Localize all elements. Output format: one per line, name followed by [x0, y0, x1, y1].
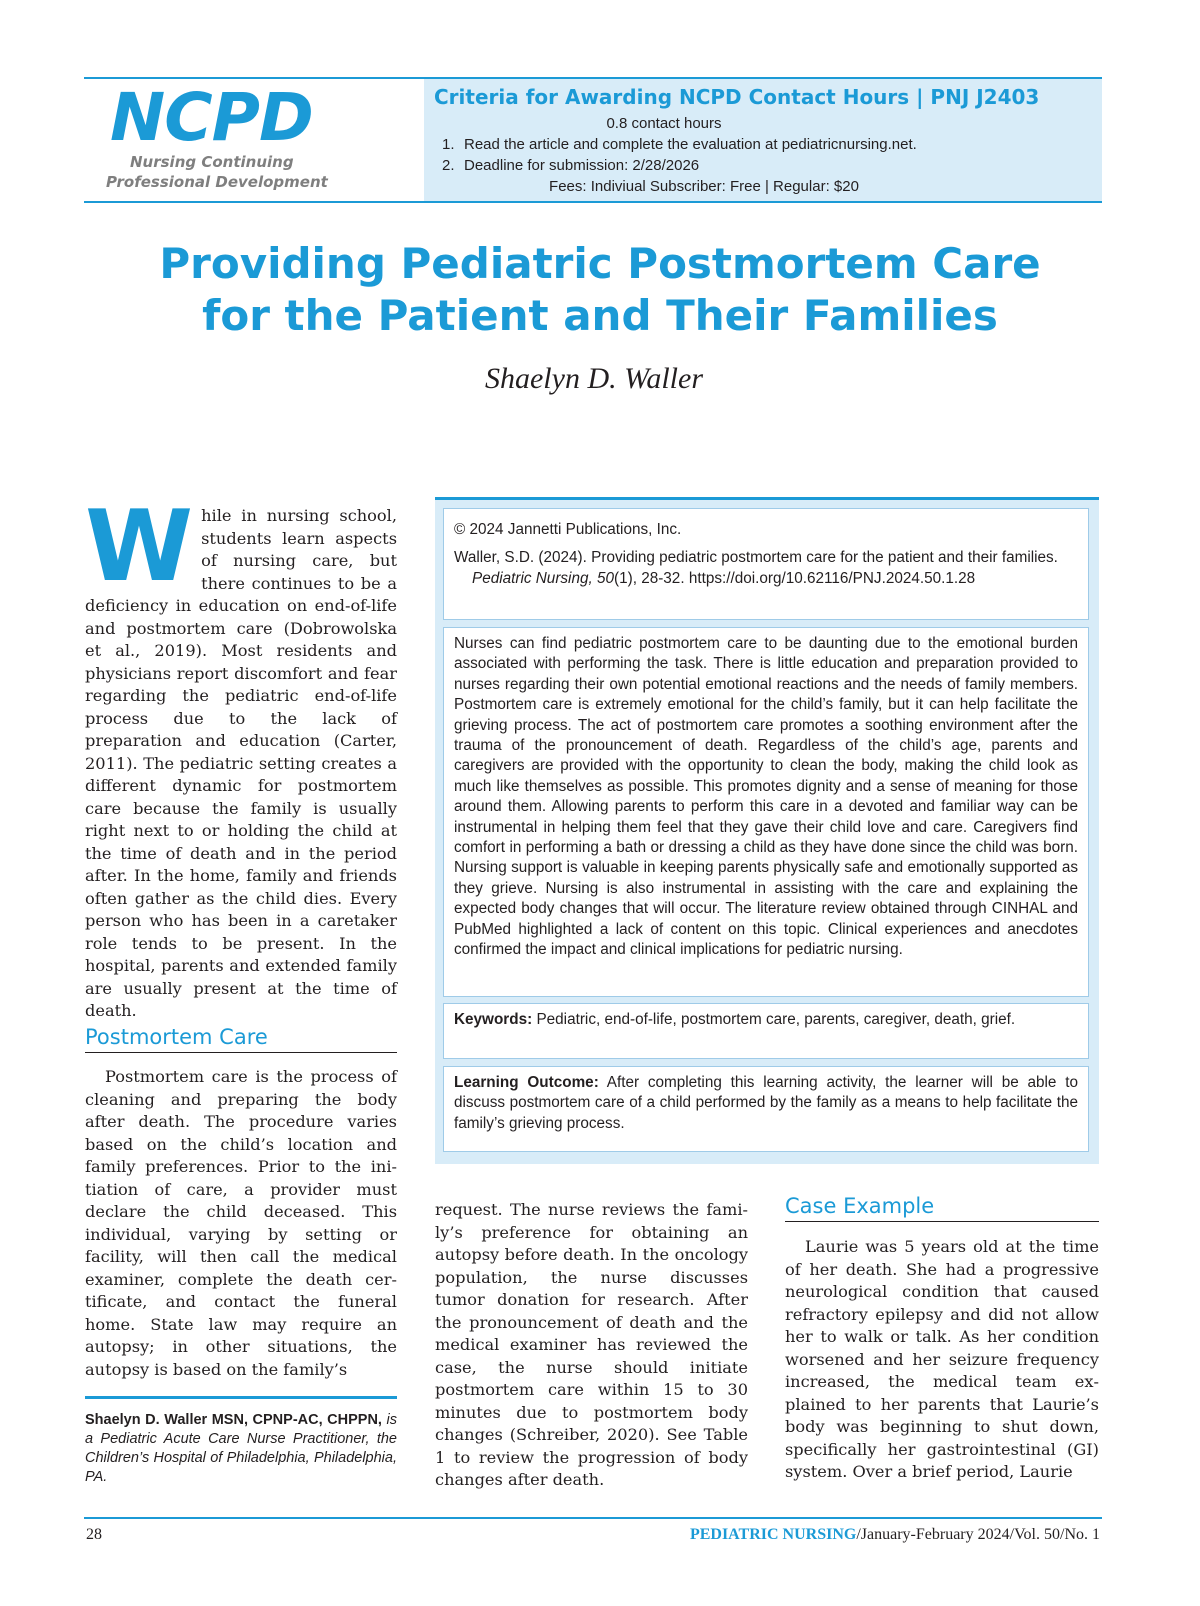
citation-panel [443, 508, 1089, 620]
criteria-fees: Fees: Indiviual Subscriber: Free | Regular: $20 [549, 178, 859, 195]
citation [454, 548, 1078, 589]
keywords-text: Pediatric, end-of-life, postmortem care, parents, caregiver, death, grief. [536, 1011, 1016, 1028]
author-note [85, 1396, 397, 1487]
title-line: Providing Pediatric Postmortem Care [159, 239, 1041, 288]
ncpd-logo-subtitle: Nursing Continuing [130, 153, 294, 171]
criteria-step [442, 136, 917, 153]
citation-text: Waller, S.D. (2024). Providing pediatric postmortem care for the patient and their families. [454, 549, 1058, 567]
section-heading-postmortem-care: Postmortem Care [85, 1025, 397, 1053]
case-paragraph [785, 1236, 1099, 1484]
intro-text: hile in nursing school, students learn aspects of nursing care, but there continues to be a deficiency in education on end-of-life and postmortem care (Dobrowolska et al., 2019). Most residents and physicians report discomfort and fear regarding the pediatric end-of-life process due to the lack of preparation and education (Carter, 2011). The pediatric setting creates a different dynamic for postmortem care because the family is usually right next to or holding the child at the time of death and in the period after. In the home, family and friends often gather as the child dies. Every person who has been in a caretaker role tends to be present. In the hospital, parents and extended family are usually present at the time of death. [85, 506, 397, 1020]
step-text: Read the article and complete the evaluation at pediatricnursing.net. [464, 136, 917, 153]
ncpd-logo [84, 79, 424, 201]
criteria-title: Criteria for Awarding NCPD Contact Hours | PNJ J2403 [434, 85, 1040, 109]
article-title [60, 238, 1140, 342]
footer-divider [84, 1517, 1102, 1519]
citation-journal: Pediatric Nursing, 50 [472, 569, 614, 587]
postmortem-paragraph [85, 1066, 397, 1381]
body-text: request. The nurse reviews the family’s preference for obtaining an autopsy before death. In the oncology population, the nurse discusses tumor donation for research. After the pronouncement of death and the medical examiner has reviewed the case, the nurse should initiate postmortem care within 15 to 30 minutes due to postmortem body changes (Schreiber, 2020). See Table 1 to review the progression of body changes after death. [435, 1200, 748, 1489]
copyright-line: © 2024 Jannetti Publications, Inc. [454, 521, 682, 538]
intro-paragraph [85, 490, 397, 1023]
middle-column-paragraph [435, 1199, 748, 1492]
learning-outcome-text: After completing this learning activity, the learner will be able to discuss postmortem care of a child performed by the family as a means to help facilitate the family’s grieving process. [454, 1074, 1079, 1132]
step-text: Deadline for submission: 2/28/2026 [464, 157, 700, 174]
journal-name: PEDIATRIC NURSING [689, 1526, 857, 1543]
learning-outcome-panel [443, 1066, 1089, 1152]
abstract-box [435, 497, 1099, 1164]
keywords-panel [443, 1003, 1089, 1059]
body-text: Postmortem care is the process of cleaning and preparing the body after death. The procedure varies based on the child’s location and family preferences. Prior to the initiation of care, a provider must declare the child deceased. This individual, varying by setting or facility, will then call the medical examiner, complete the death certificate, and contact the funeral home. State law may require an autopsy; in other situations, the autopsy is based on the family’s [85, 1067, 397, 1379]
author-byline: Shaelyn D. Waller [484, 362, 704, 395]
author-description: is a Pediatric Acute Care Nurse Practitioner, the Children’s Hospital of Philadelphia, Philadelphia, PA. [85, 1412, 397, 1485]
body-text: Laurie was 5 years old at the time of her death. She had a progressive neurological condition that caused refractory epilepsy and did not allow her to walk or talk. As her condition worsened and her seizure frequency increased, the medical team explained to her parents that Laurie’s body was beginning to shut down, specifically her gastrointestinal (GI) system. Over a brief period, Laurie [785, 1237, 1099, 1481]
abstract-panel [443, 627, 1089, 997]
criteria-step [442, 157, 699, 174]
drop-cap: W [85, 490, 194, 604]
keywords-label: Keywords: [454, 1011, 533, 1028]
contact-hours: 0.8 contact hours [606, 115, 722, 132]
step-number: 1. [442, 136, 455, 153]
ncpd-logo-subtitle: Professional Development [106, 173, 328, 191]
author-credentials: Shaelyn D. Waller MSN, CPNP-AC, CHPPN, [85, 1412, 382, 1428]
page-number: 28 [86, 1526, 102, 1543]
ncpd-header [84, 77, 1102, 203]
section-heading-case-example: Case Example [785, 1194, 1099, 1222]
step-number: 2. [442, 157, 455, 174]
title-line: for the Patient and Their Families [202, 291, 998, 340]
learning-outcome-label: Learning Outcome: [454, 1074, 599, 1091]
journal-footer [690, 1526, 1100, 1544]
abstract-text: Nurses can find pediatric postmortem care to be daunting due to the emotional burden associated with performing the task. There is little education and preparation provided to nurses regarding their own potential emotional reactions and the needs of family members. Postmortem care is extremely emotional for the child’s family, but it can help facilitate the grieving process. The act of postmortem care promotes a soothing environment after the trauma of the pronouncement of death. Regardless of the child’s age, parents and caregivers are provided with the opportunity to clean the body, making the child look as much like themselves as possible. This promotes dignity and a sense of meaning for those around them. Allowing parents to perform this care in a devoted and familiar way can be instrumental in helping them feel that they gave their child love and care. Caregivers find comfort in performing a bath or dressing a child as they have done since the child was born. Nursing support is valuable in keeping parents physically safe and emotionally supported as they grieve. Nursing is also instrumental in assisting with the care and explaining the expected body changes that will occur. The literature review obtained through CINHAL and PubMed highlighted a lack of content on this topic. Clinical experiences and anecdotes confirmed the impact and clinical implications for pediatric nursing. [454, 635, 1078, 959]
journal-issue: /January-February 2024/Vol. 50/No. 1 [856, 1526, 1100, 1543]
ncpd-logo-text: NCPD [110, 79, 313, 156]
criteria-box [424, 79, 1102, 201]
citation-issue: (1), 28-32. https://doi.org/10.62116/PNJ.2024.50.1.28 [614, 569, 976, 587]
